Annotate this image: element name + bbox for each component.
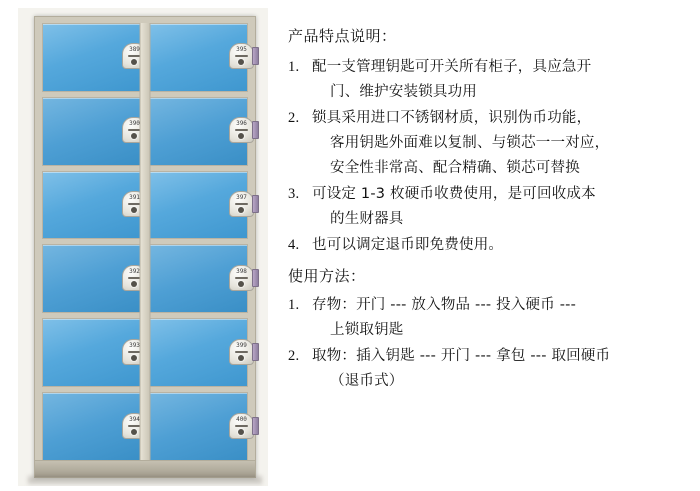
list-text-cont: 上锁取钥匙 [330,322,404,338]
coin-slot-icon [235,203,248,205]
locker-number: 397 [236,194,247,202]
list-text-cont: 门、维护安装锁具功用 [330,84,477,100]
keyhole-icon [131,281,137,287]
keyhole-icon [131,429,137,435]
list-item [288,233,686,258]
list-text: 锁具采用进口不锈钢材质，识别伪币功能， [312,110,592,126]
keyhole-icon [238,59,244,65]
locker-door[interactable] [149,318,248,387]
coin-slot-icon [235,55,248,57]
list-text-cont: 客用钥匙外面难以复制、与锁芯一一对应， [330,135,610,151]
list-text: 配一支管理钥匙可开关所有柜子，具应急开 [312,59,592,75]
usage-list [288,293,686,394]
locker-door[interactable] [149,23,248,92]
coin-slot-icon [235,351,248,353]
coin-slot-icon [235,277,248,279]
features-heading: 产品特点说明： [288,27,397,45]
locker-number: 395 [236,46,247,54]
list-item [288,344,686,394]
coin-lock[interactable] [229,116,259,146]
usage-heading: 使用方法： [288,267,366,285]
list-item [288,106,686,181]
locker-number: 390 [129,120,140,128]
list-item [288,55,686,105]
locker-cabinet [34,16,256,478]
locker-door[interactable] [149,171,248,240]
keyhole-icon [238,355,244,361]
coin-lock[interactable] [229,264,259,294]
locker-number: 393 [129,341,140,349]
list-marker: 2. [288,110,300,126]
lock-body-icon [252,121,259,139]
locker-number: 398 [236,267,247,275]
list-marker: 4. [288,237,300,253]
locker-number: 389 [129,46,140,54]
locker-door[interactable] [42,392,141,461]
locker-door[interactable] [42,171,141,240]
locker-number: 399 [236,341,247,349]
locker-door[interactable] [42,244,141,313]
locker-column-right [149,23,248,461]
cabinet-base [35,460,255,477]
list-text: 存物：开门 --- 放入物品 --- 投入硬币 --- [312,297,577,313]
coin-lock[interactable] [229,190,259,220]
coin-lock[interactable] [229,338,259,368]
locker-column-left [42,23,141,461]
description-pane [278,0,700,491]
coin-lock[interactable] [229,412,259,442]
lock-body-icon [252,47,259,65]
keyhole-icon [238,207,244,213]
list-item [288,293,686,343]
features-list [288,55,686,258]
list-text: 可设定 1-3 枚硬币收费使用，是可回收成本 [312,186,596,202]
locker-door[interactable] [42,23,141,92]
list-text-cont: 安全性非常高、配合精确、锁芯可替换 [330,160,580,176]
locker-number: 400 [236,415,247,423]
keyhole-icon [131,355,137,361]
locker-door[interactable] [149,244,248,313]
keyhole-icon [238,133,244,139]
locker-door[interactable] [149,392,248,461]
coin-slot-icon [235,129,248,131]
locker-door[interactable] [42,318,141,387]
floor-shadow [28,476,262,484]
list-text: 也可以调定退币即免费使用。 [312,237,504,253]
locker-number: 396 [236,120,247,128]
keyhole-icon [238,429,244,435]
keyhole-icon [131,59,137,65]
lock-body-icon [252,343,259,361]
coin-slot-icon [235,425,248,427]
locker-door[interactable] [42,97,141,166]
locker-photo [18,8,268,486]
locker-number: 391 [129,194,140,202]
list-text-cont: 的生财器具 [330,211,404,227]
list-marker: 1. [288,297,300,313]
coin-lock[interactable] [229,42,259,72]
list-marker: 1. [288,59,300,75]
keyhole-icon [131,207,137,213]
list-text: 取物：插入钥匙 --- 开门 --- 拿包 --- 取回硬币 [312,348,611,364]
locker-number: 392 [129,267,140,275]
list-item [288,182,686,232]
cabinet-center-post [140,23,151,461]
locker-number: 394 [129,415,140,423]
keyhole-icon [131,133,137,139]
list-text-cont: （退币式） [330,373,404,389]
lock-body-icon [252,195,259,213]
lock-body-icon [252,417,259,435]
list-marker: 2. [288,348,300,364]
locker-door[interactable] [149,97,248,166]
lock-body-icon [252,269,259,287]
list-marker: 3. [288,186,300,202]
keyhole-icon [238,281,244,287]
photo-pane [0,0,278,491]
